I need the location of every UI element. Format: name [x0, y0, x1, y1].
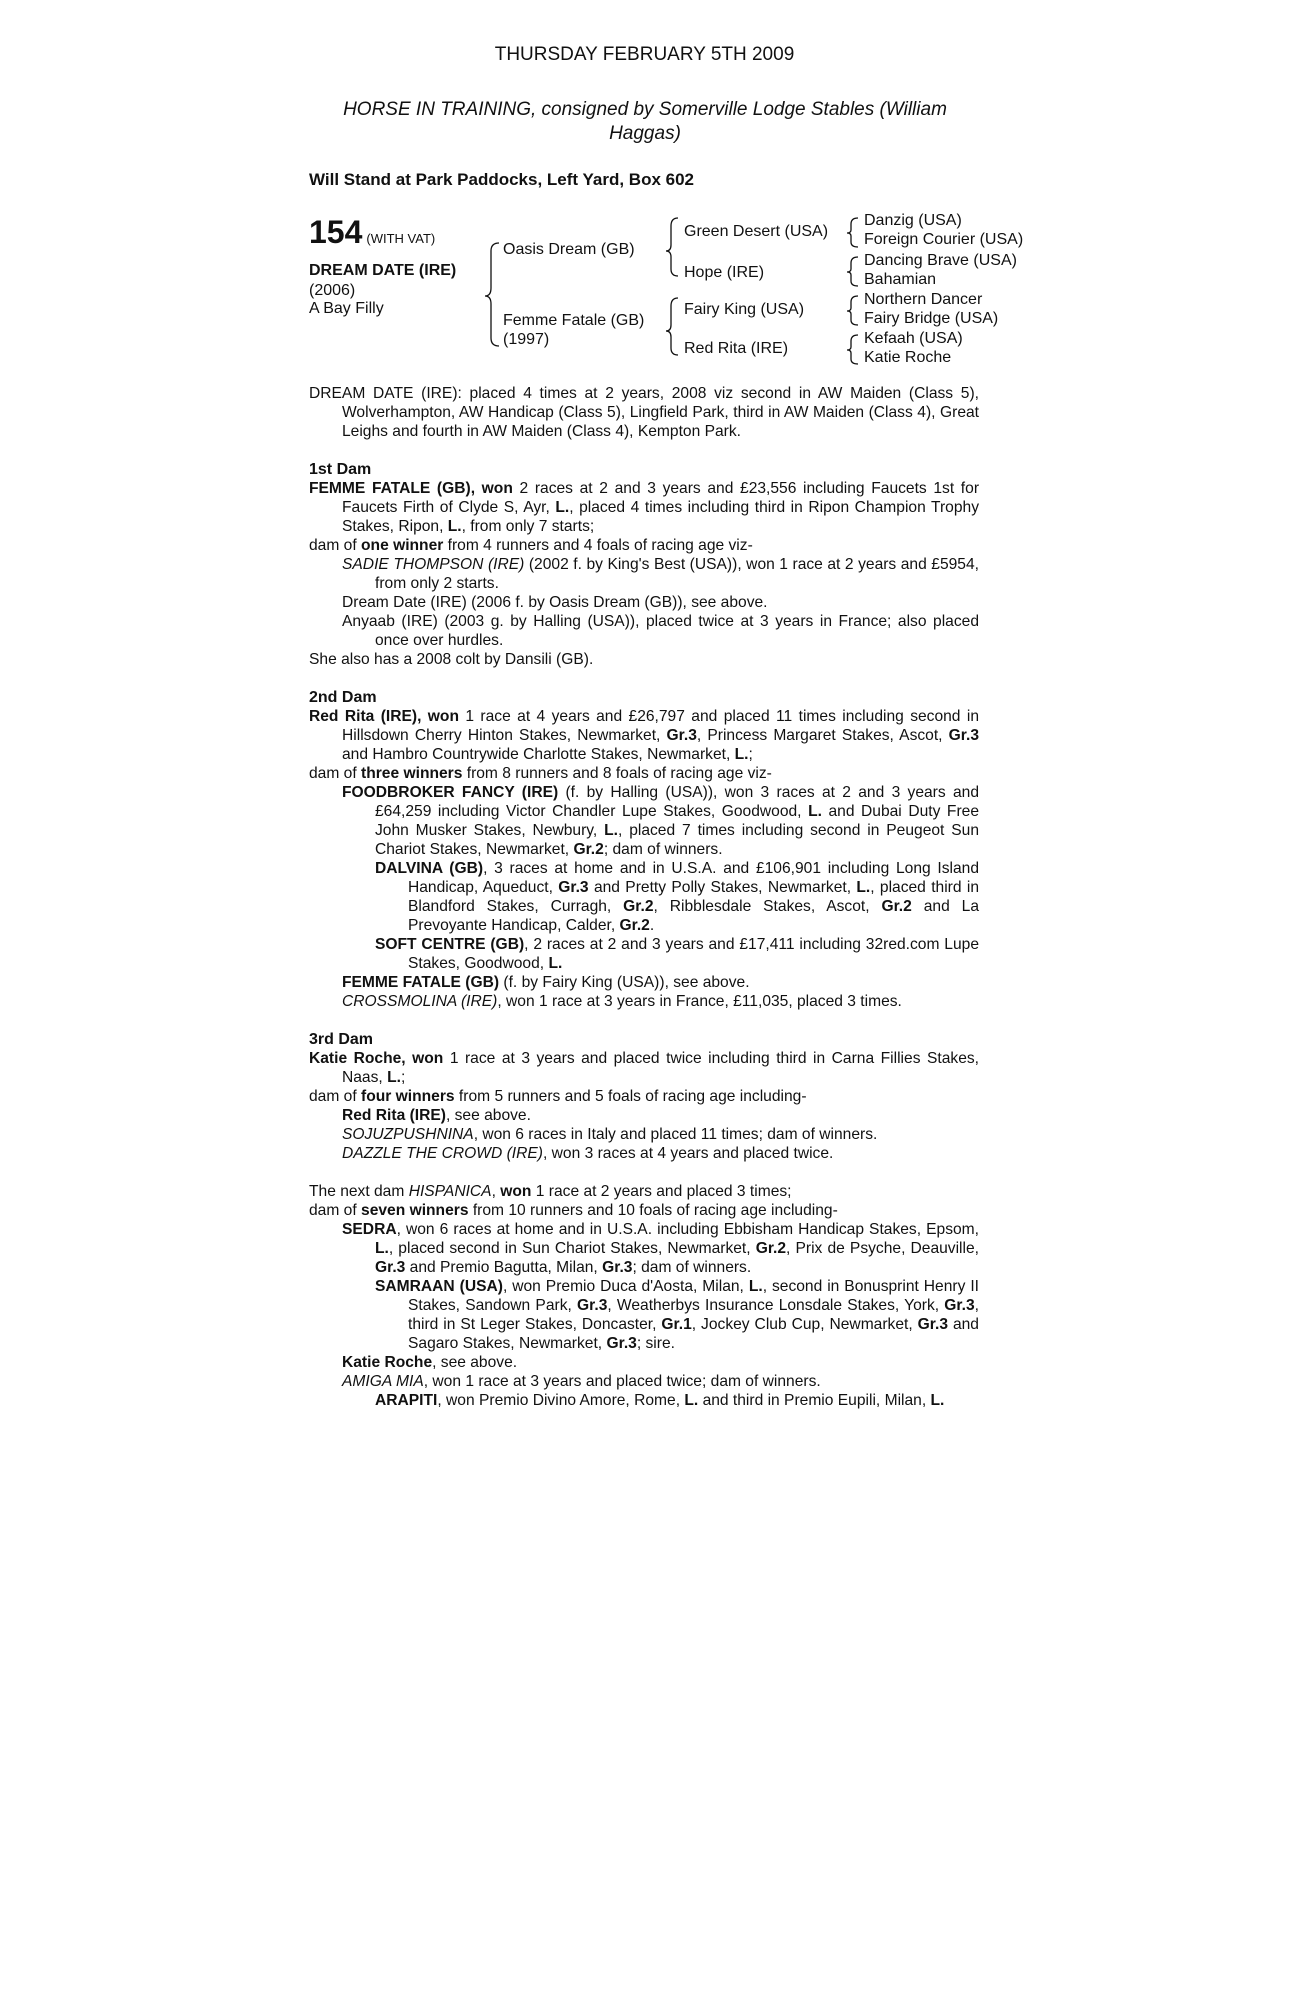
pedigree-g7: Kefaah (USA) [864, 330, 963, 347]
horse-description: A Bay Filly [309, 300, 384, 317]
pedigree-dam-sire: Fairy King (USA) [684, 301, 805, 318]
produce-entry: DALVINA (GB), 3 races at home and in U.S.A. and £106,901 including Long Island Handicap, Aqueduct, Gr.3 and Pretty Polly Stakes, Newmarket, L., placed third in Blandford Stakes, Curragh, Gr.2, Ribblesdale Stakes, Ascot, Gr.2 and La Prevoyante Handicap, Calder, Gr.2. [375, 860, 980, 934]
pedigree-g1: Danzig (USA) [864, 212, 962, 229]
produce-entry: FOODBROKER FANCY (IRE) (f. by Halling (USA)), won 3 races at 2 and 3 years and £64,259 including Victor Chandler Lupe Stakes, Goodwood, L. and Dubai Duty Free John Musker Stakes, Newbury, L., placed 7 times including second in Peugeot Sun Chariot Stakes, Newmarket, Gr.2; dam of winners. [342, 784, 979, 858]
pedigree-braces [0, 0, 1289, 380]
pedigree-sire-sire: Green Desert (USA) [684, 223, 829, 240]
pedigree-dam-dam: Red Rita (IRE) [684, 340, 789, 357]
pedigree-dam-year: (1997) [503, 331, 550, 348]
stand-location: Will Stand at Park Paddocks, Left Yard, Box 602 [309, 170, 694, 189]
produce-entry: DAZZLE THE CROWD (IRE), won 3 races at 4 years and placed twice. [342, 1145, 834, 1162]
produce-note: She also has a 2008 colt by Dansili (GB). [309, 651, 594, 668]
second-dam-heading: 2nd Dam [309, 689, 377, 706]
pedigree-sire: Oasis Dream (GB) [503, 241, 635, 258]
vat-label: (WITH VAT) [366, 231, 436, 246]
next-dam-produce-summary: dam of seven winners from 10 runners and 10 foals of racing age including- [309, 1202, 838, 1219]
first-dam-produce-summary: dam of one winner from 4 runners and 4 foals of racing age viz- [309, 537, 753, 554]
third-dam-record: Katie Roche, won 1 race at 3 years and placed twice including third in Carna Fillies Stakes, Naas, L.; [309, 1050, 979, 1086]
pedigree-dam: Femme Fatale (GB) [503, 312, 645, 329]
sale-date: THURSDAY FEBRUARY 5TH 2009 [494, 44, 795, 65]
produce-entry: Red Rita (IRE), see above. [342, 1107, 531, 1124]
produce-entry: AMIGA MIA, won 1 race at 3 years and placed twice; dam of winners. [342, 1373, 821, 1390]
catalogue-body [309, 384, 979, 1410]
produce-entry: SOJUZPUSHNINA, won 6 races in Italy and placed 11 times; dam of winners. [342, 1126, 878, 1143]
third-dam-produce-summary: dam of four winners from 5 runners and 5 foals of racing age including- [309, 1088, 807, 1105]
second-dam-produce-summary: dam of three winners from 8 runners and 8 foals of racing age viz- [309, 765, 772, 782]
produce-entry: SEDRA, won 6 races at home and in U.S.A. including Ebbisham Handicap Stakes, Epsom, L., placed second in Sun Chariot Stakes, Newmarket, Gr.2, Prix de Psyche, Deauville, Gr.3 and Premio Bagutta, Milan, Gr.3; dam of winners. [342, 1221, 979, 1276]
produce-entry: CROSSMOLINA (IRE), won 1 race at 3 years in France, £11,035, placed 3 times. [342, 993, 902, 1010]
third-dam-heading: 3rd Dam [309, 1031, 374, 1048]
pedigree-g6: Fairy Bridge (USA) [864, 310, 999, 327]
pedigree-sire-dam: Hope (IRE) [684, 264, 765, 281]
produce-entry: FEMME FATALE (GB) (f. by Fairy King (USA)), see above. [342, 974, 750, 991]
second-dam-record: Red Rita (IRE), won 1 race at 4 years and £26,797 and placed 11 times including second in Hillsdown Cherry Hinton Stakes, Newmarket, Gr.3, Princess Margaret Stakes, Ascot, Gr.3 and Hambro Countrywide Charlotte Stakes, Newmarket, L.; [309, 708, 979, 763]
pedigree-g5: Northern Dancer [864, 291, 983, 308]
produce-entry: Dream Date (IRE) (2006 f. by Oasis Dream (GB)), see above. [342, 594, 768, 611]
pedigree-g4: Bahamian [864, 271, 937, 288]
intro-paragraph: DREAM DATE (IRE): placed 4 times at 2 years, 2008 viz second in AW Maiden (Class 5), Wolverhampton, AW Handicap (Class 5), Lingfield Park, third in AW Maiden (Class 4), Great Leighs and fourth in AW Maiden (Class 4), Kempton Park. [309, 385, 979, 440]
produce-entry: ARAPITI, won Premio Divino Amore, Rome, L. and third in Premio Eupili, Milan, L. [375, 1392, 945, 1409]
pedigree-g2: Foreign Courier (USA) [864, 231, 1024, 248]
horse-year: (2006) [309, 282, 356, 299]
pedigree-g8: Katie Roche [864, 349, 952, 366]
horse-name: DREAM DATE (IRE) [309, 262, 457, 279]
consignment-line: HORSE IN TRAINING, consigned by Somerville Lodge Stables (William Haggas) [343, 99, 947, 144]
pedigree-g3: Dancing Brave (USA) [864, 252, 1017, 269]
first-dam-record: FEMME FATALE (GB), won 2 races at 2 and 3 years and £23,556 including Faucets 1st for Faucets Firth of Clyde S, Ayr, L., placed 4 times including third in Ripon Champion Trophy Stakes, Ripon, L., from only 7 starts; [309, 480, 980, 535]
produce-entry: Katie Roche, see above. [342, 1354, 518, 1371]
produce-entry: SADIE THOMPSON (IRE) (2002 f. by King's Best (USA)), won 1 race at 2 years and £5954, from only 2 starts. [342, 556, 979, 592]
next-dam-record: The next dam HISPANICA, won 1 race at 2 years and placed 3 times; [309, 1183, 792, 1200]
produce-entry: SAMRAAN (USA), won Premio Duca d'Aosta, Milan, L., second in Bonusprint Henry II Stakes, Sandown Park, Gr.3, Weatherbys Insurance Lonsdale Stakes, York, Gr.3, third in St Leger Stakes, Doncaster, Gr.1, Jockey Club Cup, Newmarket, Gr.3 and Sagaro Stakes, Newmarket, Gr.3; sire. [375, 1278, 980, 1352]
produce-entry: Anyaab (IRE) (2003 g. by Halling (USA)), placed twice at 3 years in France; also placed once over hurdles. [342, 613, 979, 649]
produce-entry: SOFT CENTRE (GB), 2 races at 2 and 3 years and £17,411 including 32red.com Lupe Stakes, Goodwood, L. [375, 936, 979, 972]
lot-number: 154 [309, 214, 363, 250]
first-dam-heading: 1st Dam [309, 461, 372, 478]
